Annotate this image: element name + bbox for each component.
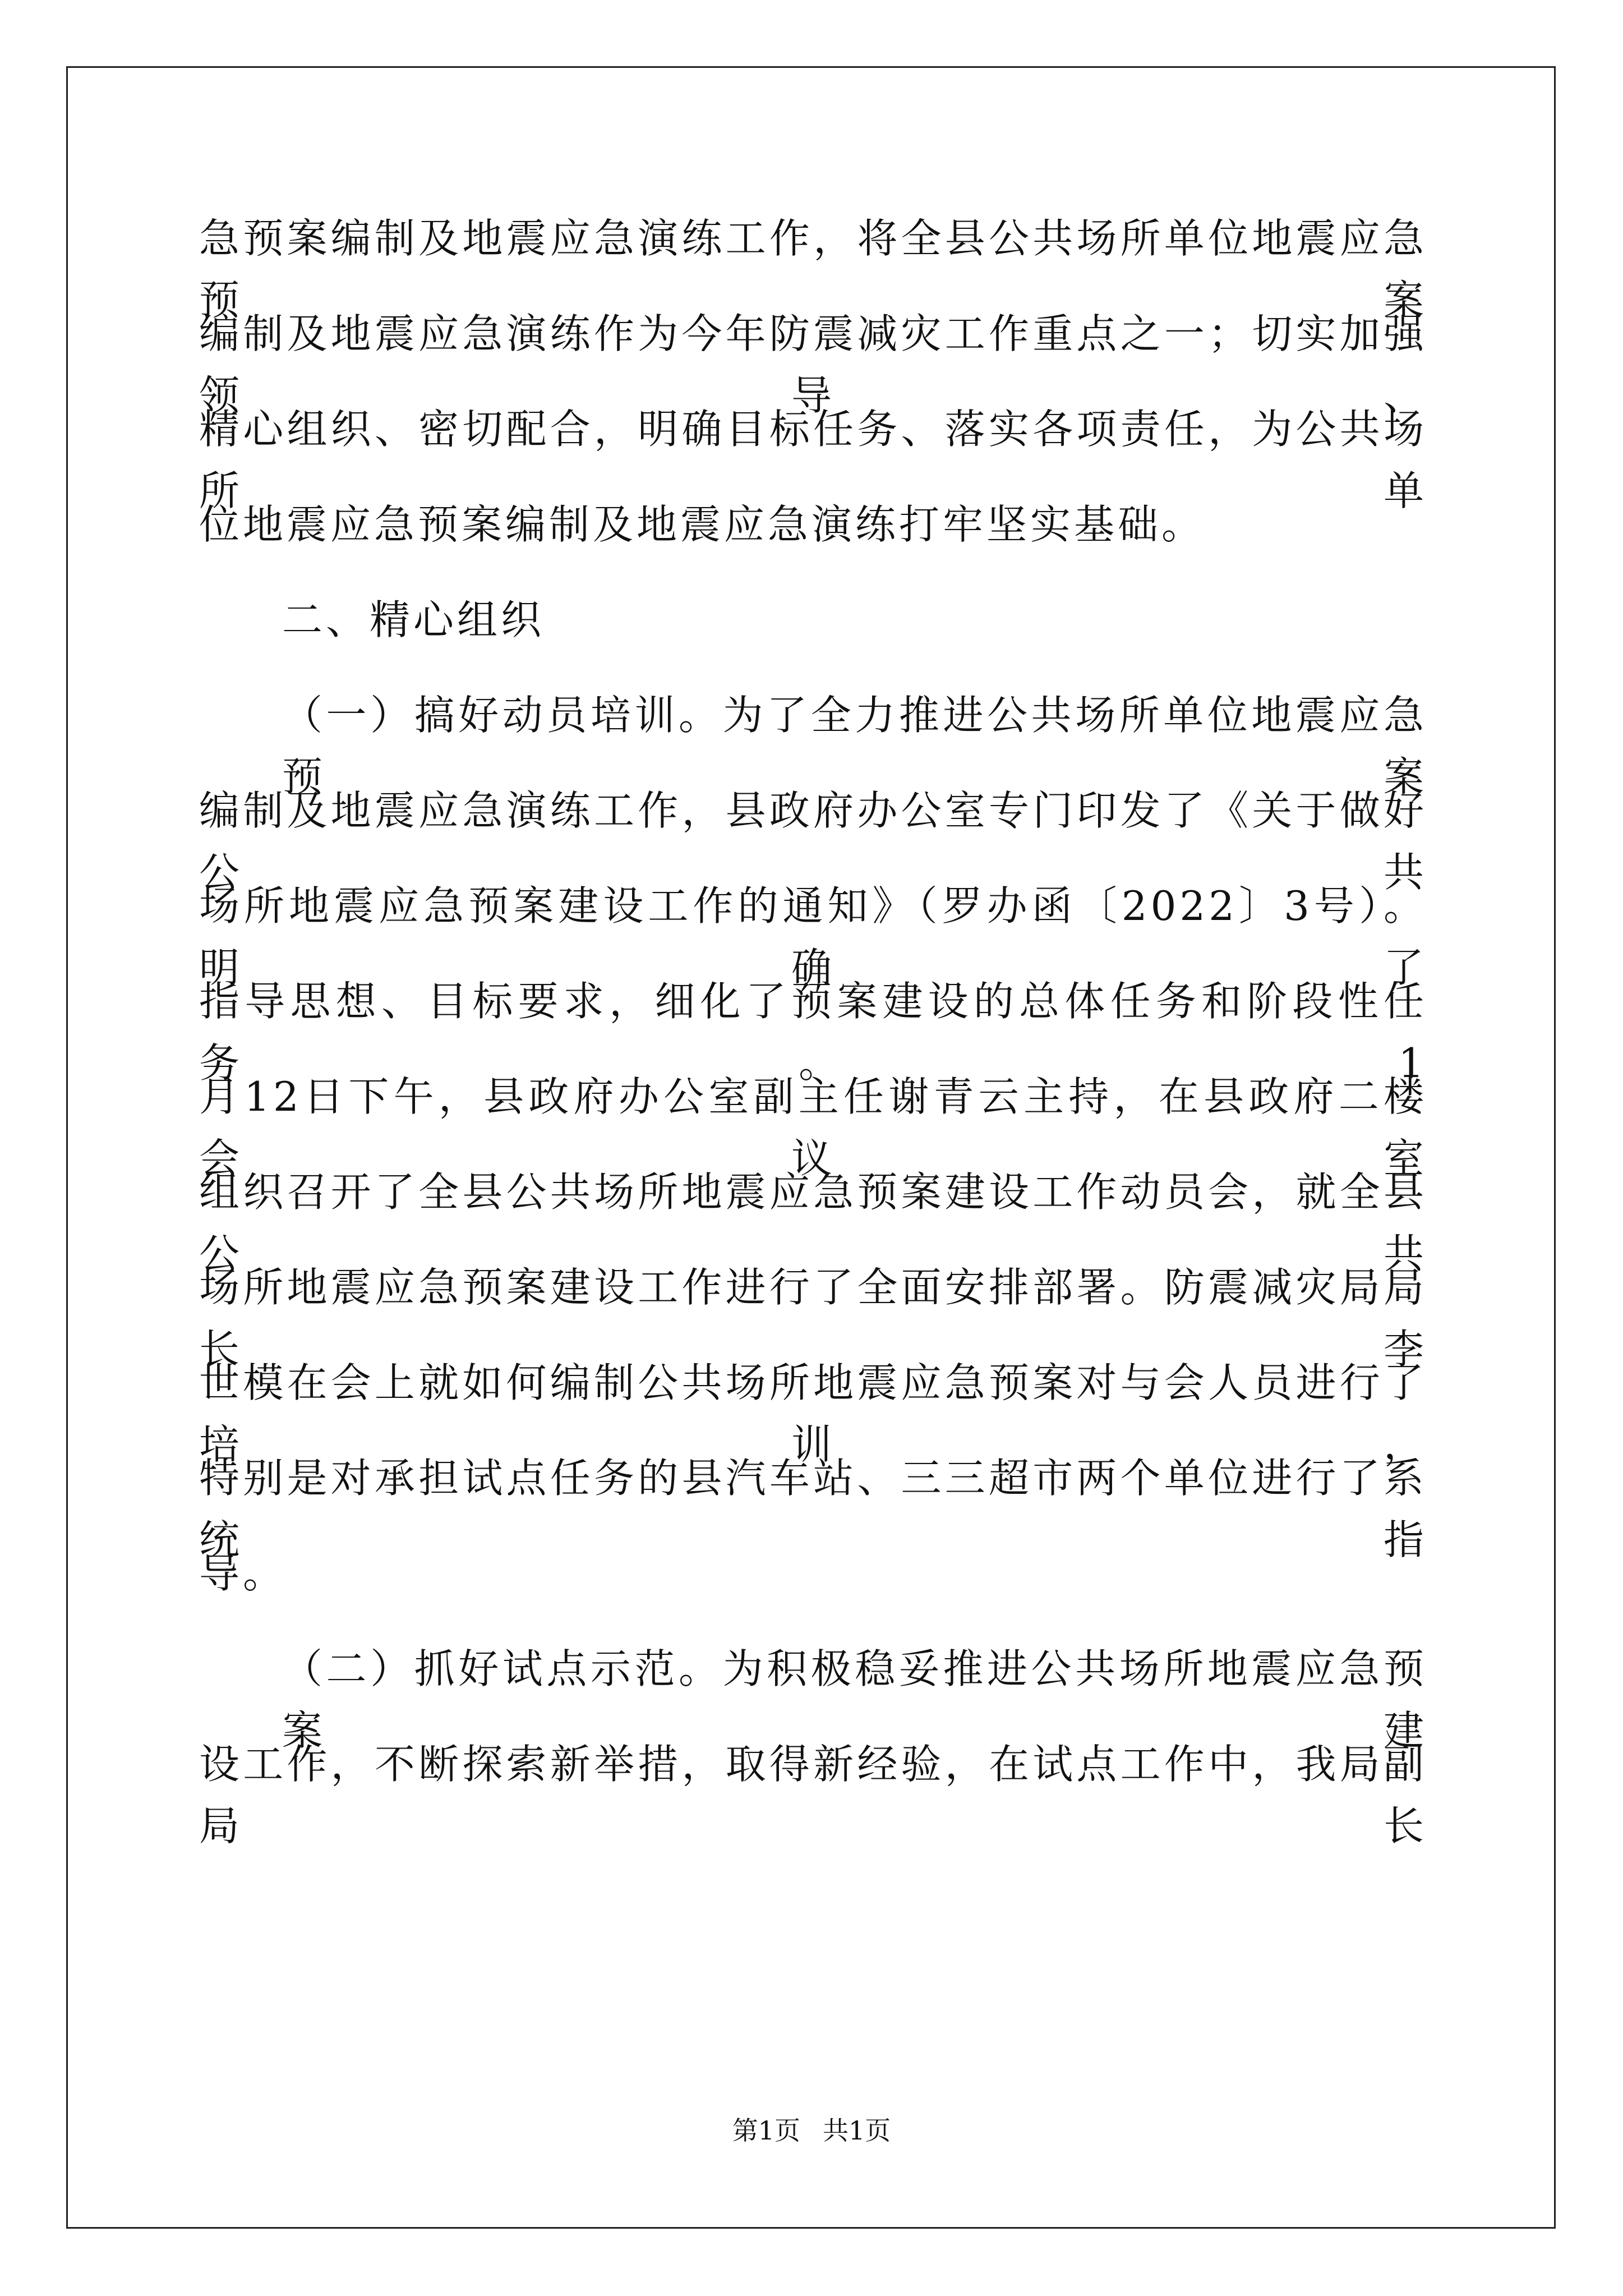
text-line: 特别是对承担试点任务的县汽车站、三三超市两个单位进行了系统指 — [199, 1455, 1427, 1563]
text-line: 急预案编制及地震应急演练工作，将全县公共场所单位地震应急预案 — [199, 215, 1427, 324]
text-line: 指导思想、目标要求，细化了预案建设的总体任务和阶段性任务。1 — [199, 978, 1427, 1087]
paragraph-start-line: （二）抓好试点示范。为积极稳妥推进公共场所地震应急预案建 — [282, 1645, 1427, 1754]
page-number: 第1页 — [732, 2115, 800, 2146]
text-line: 精心组织、密切配合，明确目标任务、落实各项责任，为公共场所单 — [199, 406, 1427, 514]
text-line: 导。 — [199, 1550, 287, 1597]
page-total: 共1页 — [823, 2115, 891, 2146]
text-line: 组织召开了全县公共场所地震应急预案建设工作动员会，就全县公共 — [199, 1168, 1427, 1277]
text-line: 编制及地震应急演练工作，县政府办公室专门印发了《关于做好公共 — [199, 787, 1427, 896]
text-line: 场所地震应急预案建设工作进行了全面安排部署。防震减灾局局长李 — [199, 1264, 1427, 1373]
paragraph-start-line: （一）搞好动员培训。为了全力推进公共场所单位地震应急预案 — [282, 692, 1427, 800]
page-footer — [0, 2114, 1623, 2147]
text-line: 设工作，不断探索新举措，取得新经验，在试点工作中，我局副局长 — [199, 1741, 1427, 1849]
section-heading: 二、精心组织 — [282, 596, 545, 643]
text-line: 月12日下午，县政府办公室副主任谢青云主持，在县政府二楼会议室 — [199, 1073, 1427, 1182]
text-line: 世模在会上就如何编制公共场所地震应急预案对与会人员进行了培训， — [199, 1359, 1427, 1468]
text-line: 位地震应急预案编制及地震应急演练打牢坚实基础。 — [199, 501, 1206, 548]
text-line: 场所地震应急预案建设工作的通知》（罗办函〔2022〕3号）。明确了 — [199, 882, 1427, 991]
text-line: 编制及地震应急演练作为今年防震减灾工作重点之一；切实加强领导、 — [199, 310, 1427, 419]
